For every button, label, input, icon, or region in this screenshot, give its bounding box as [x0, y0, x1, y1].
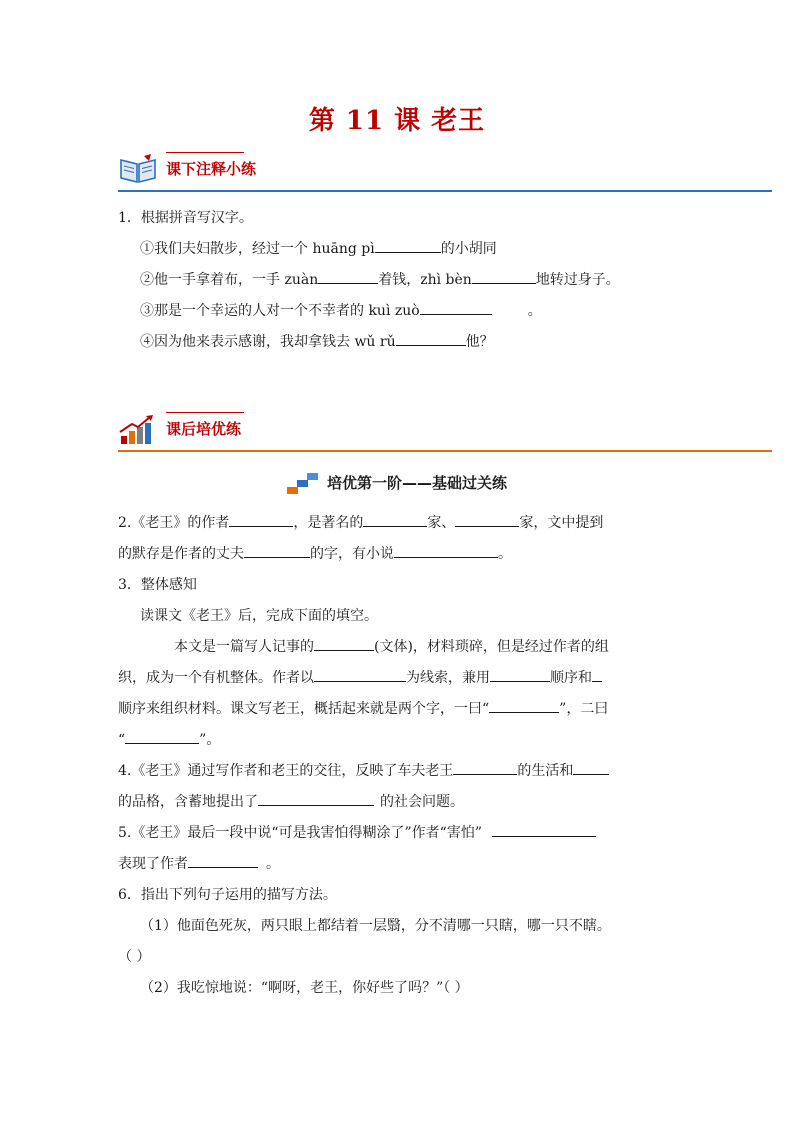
text: 2.《老王》的作者 — [118, 515, 230, 531]
blank[interactable] — [455, 513, 519, 527]
question-4-line-1 — [118, 760, 609, 780]
page-title: 第 11 课 老王 — [308, 106, 486, 136]
section-divider — [118, 190, 772, 192]
blank[interactable] — [573, 761, 609, 775]
text: 。 — [266, 856, 280, 872]
question-1-stem: 1．根据拼音写汉字。 — [118, 210, 253, 226]
question-1-d — [140, 331, 494, 351]
question-6-item-1: （1）他面色死灰，两只眼上都结着一层翳，分不清哪一只瞎，哪一只不瞎。 — [140, 918, 611, 934]
question-6-stem: 6．指出下列句子运用的描写方法。 — [118, 887, 337, 903]
text: 。 — [498, 546, 512, 562]
text: 他？ — [465, 334, 494, 350]
text: 顺序来组织材料。课文写老王，概括起来就是两个字，一曰“ — [118, 701, 490, 717]
text: ④因为他来表示感谢，我却拿钱去 wǔ rǔ — [140, 334, 396, 350]
blank[interactable] — [314, 668, 406, 682]
blank[interactable] — [492, 823, 596, 837]
text: 4.《老王》通过写作者和老王的交往，反映了车夫老王 — [118, 763, 454, 779]
section-overline — [166, 152, 244, 153]
subsection-label: 培优第一阶——基础过关练 — [326, 474, 507, 492]
text: 家、 — [427, 515, 456, 531]
text: ①我们夫妇散步，经过一个 huāng pì — [140, 241, 375, 257]
text: 的品格，含蓄地提出了 — [118, 794, 258, 810]
text: ，是著名的 — [293, 515, 364, 531]
section-header-notes — [118, 152, 772, 192]
blank[interactable] — [592, 668, 602, 682]
blank[interactable] — [420, 301, 492, 315]
text: 织，成为一个有机整体。作者以 — [118, 670, 314, 686]
text: ②他一手拿着布，一手 zuàn — [140, 272, 319, 288]
blank[interactable] — [229, 513, 293, 527]
section-divider — [118, 450, 772, 452]
text: 着钱，zhì bèn — [378, 272, 472, 288]
blank[interactable] — [375, 239, 441, 253]
subsection-title — [0, 472, 794, 495]
text: 的字，有小说 — [310, 546, 394, 562]
blank[interactable] — [394, 544, 498, 558]
question-1-a — [140, 238, 497, 258]
text: (文体)，材料琐碎，但是经过作者的组 — [374, 639, 609, 655]
section-title: 课后培优练 — [166, 420, 242, 438]
blank[interactable] — [490, 668, 550, 682]
text: 为线索，兼用 — [406, 670, 490, 686]
question-6-item-1-answer[interactable]: （ ） — [118, 949, 151, 965]
stairs-icon — [287, 473, 319, 495]
text: 地转过身子。 — [535, 272, 620, 288]
question-1-c — [140, 300, 542, 320]
question-3-stem: 3．整体感知 — [118, 577, 197, 593]
text: 的社会问题。 — [380, 794, 464, 810]
blank[interactable] — [258, 792, 374, 806]
text: “ — [118, 732, 126, 748]
question-5-line-2 — [118, 853, 280, 873]
question-4-line-2 — [118, 791, 464, 811]
question-3-instruction: 读课文《老王》后，完成下面的填空。 — [140, 608, 378, 624]
question-3-line-4 — [118, 729, 220, 749]
text: 的默存是作者的丈夫 — [118, 546, 244, 562]
blank[interactable] — [244, 544, 310, 558]
question-5-line-1 — [118, 822, 596, 842]
text: 家，文中提到 — [519, 515, 604, 531]
book-icon — [118, 152, 158, 186]
question-3-line-3 — [118, 698, 608, 718]
question-3-line-1 — [174, 636, 609, 656]
question-2-line-1 — [118, 512, 603, 532]
blank[interactable] — [318, 270, 378, 284]
text: 本文是一篇写人记事的 — [174, 639, 314, 655]
question-3-line-2 — [118, 667, 602, 687]
blank[interactable] — [489, 699, 559, 713]
text: 。 — [527, 303, 542, 319]
blank[interactable] — [396, 332, 466, 346]
bar-chart-icon — [118, 412, 158, 446]
section-overline — [166, 412, 244, 413]
blank[interactable] — [188, 854, 258, 868]
text: 的生活和 — [517, 763, 574, 779]
blank[interactable] — [314, 637, 374, 651]
text: 5.《老王》最后一段中说“可是我害怕得糊涂了”作者“害怕” — [118, 825, 482, 841]
text: 表现了作者 — [118, 856, 188, 872]
question-6-item-2: （2）我吃惊地说：“啊呀，老王，你好些了吗？”（ ） — [140, 980, 469, 996]
text: ”。 — [199, 732, 221, 748]
text: 顺序和 — [550, 670, 592, 686]
blank[interactable] — [125, 730, 199, 744]
blank[interactable] — [472, 270, 536, 284]
blank[interactable] — [453, 761, 517, 775]
question-1-b — [140, 269, 620, 289]
text: 的小胡同 — [440, 241, 497, 257]
blank[interactable] — [363, 513, 427, 527]
question-2-line-2 — [118, 543, 512, 563]
text: ③那是一个幸运的人对一个不幸者的 kuì zuò — [140, 303, 420, 319]
section-title: 课下注释小练 — [166, 160, 257, 178]
section-header-practice — [118, 412, 772, 452]
text: ”，二曰 — [559, 701, 609, 717]
